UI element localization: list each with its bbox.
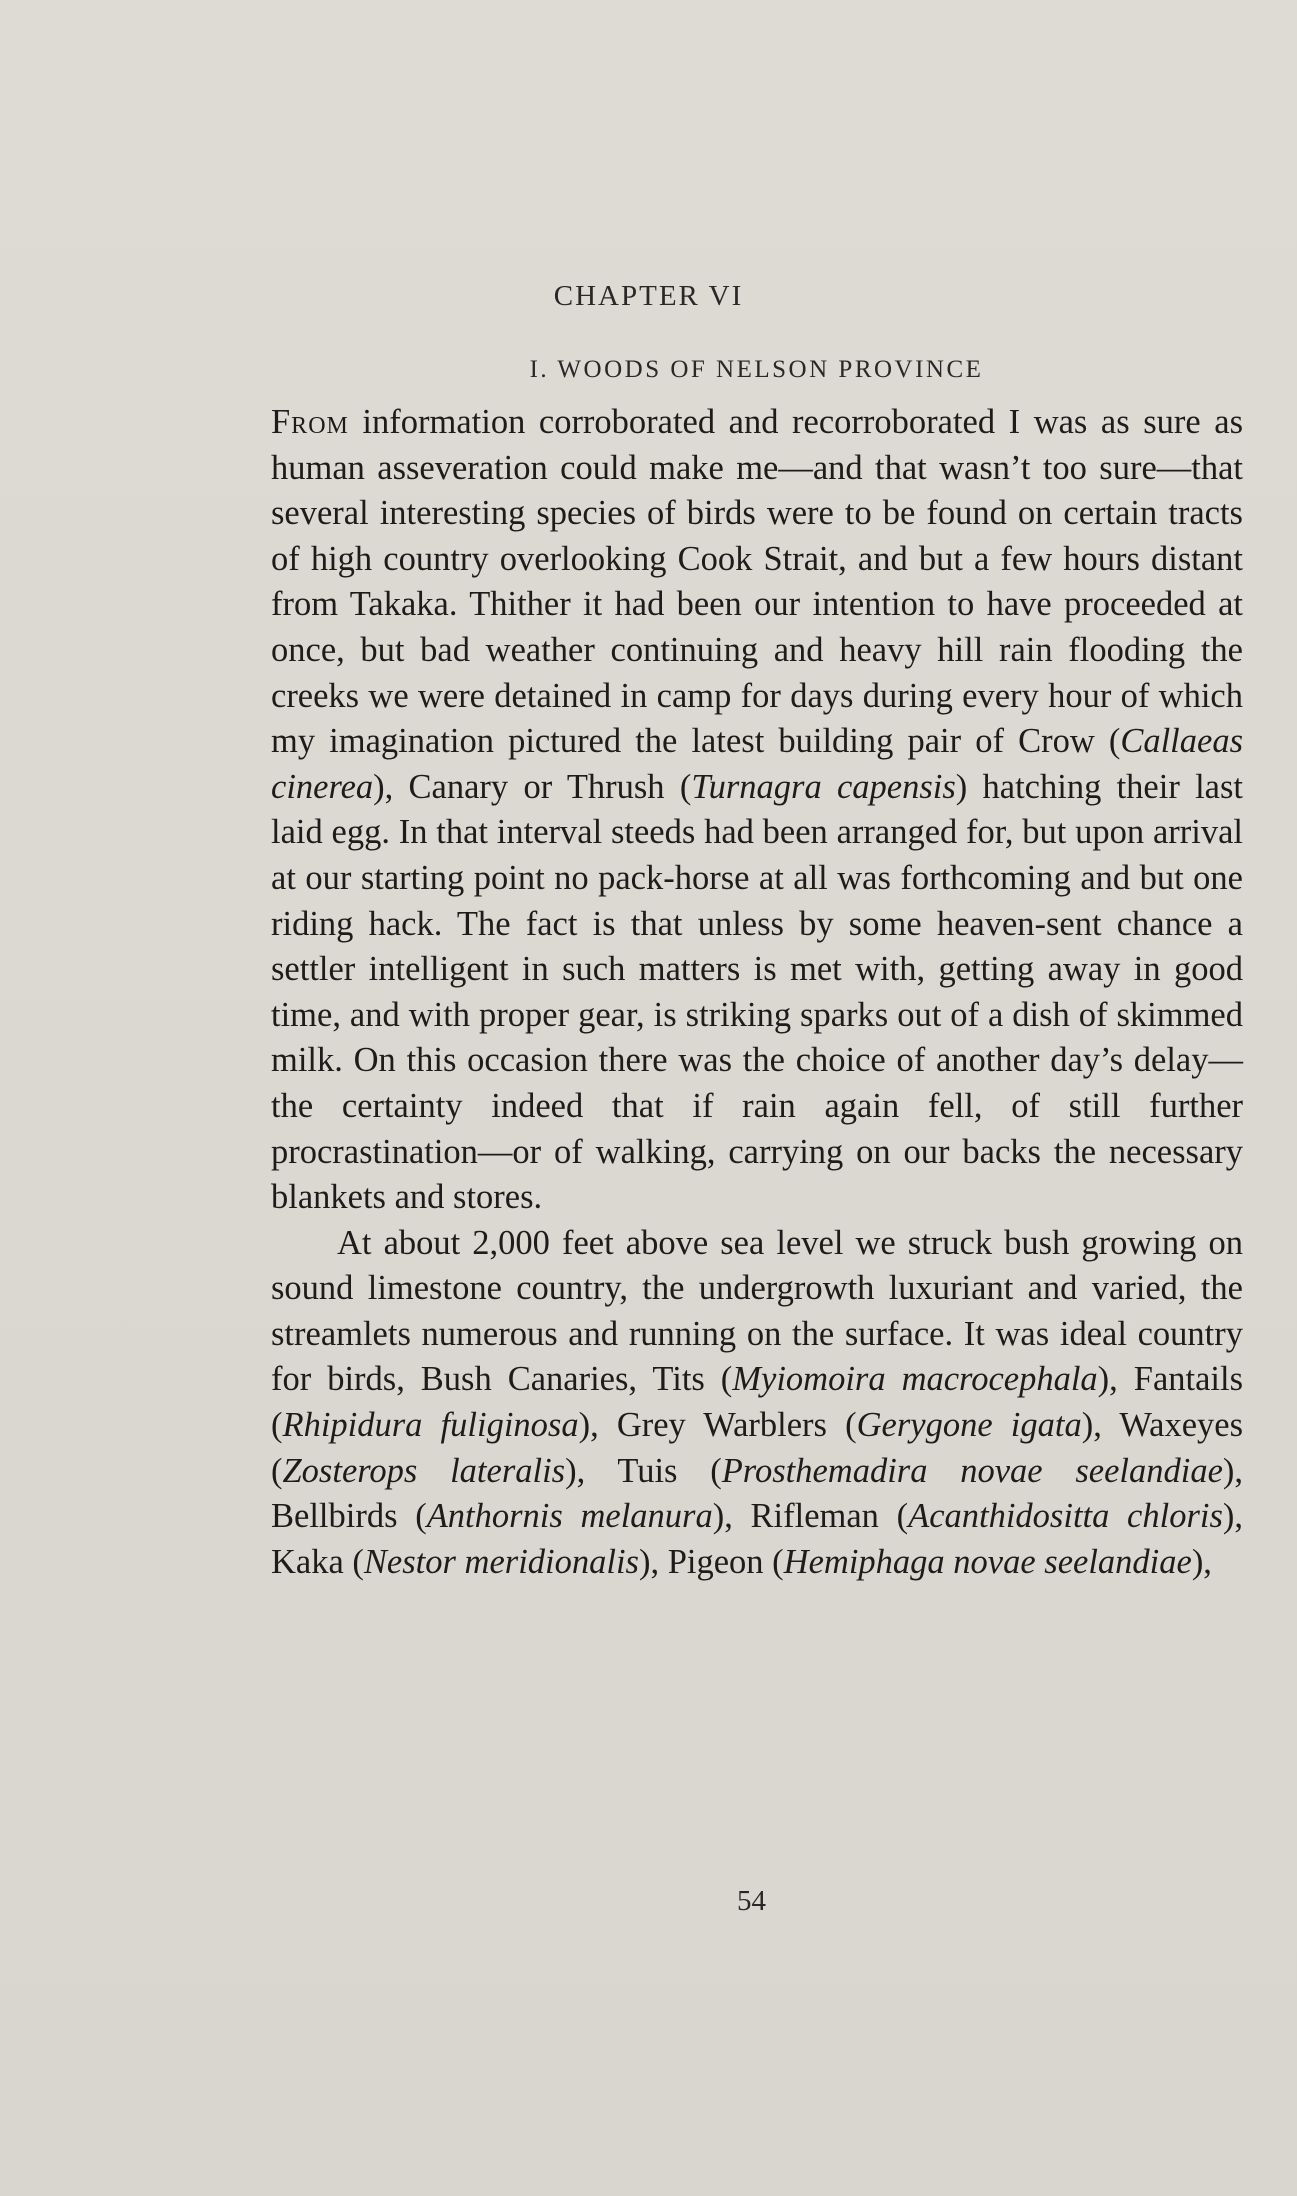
species-name: Rhipidura fuliginosa (282, 1406, 579, 1445)
paragraph-2: At about 2,000 feet above sea level we struck bush growing on sound limestone country, the undergrowth luxuriant and varied, the streamlets numerous and running on the surface. It was ideal country for birds, Bush Canaries, Tits (Myiomoira macrocephala), Fantails (Rhipidura fuliginosa), Grey Warblers (Gerygone igata), Waxeyes (Zosterops lateralis), Tuis (Prosthemadira novae seelandiae), Bellbirds (Anthornis melanura), Rifleman (Acanthidositta chloris), Kaka (Nestor meridionalis), Pigeon (Hemiphaga novae seelandiae), (271, 1223, 1244, 1581)
species-name: Turnagra capensis (691, 767, 956, 806)
body-text (271, 400, 1243, 1585)
section-heading: I. WOODS OF NELSON PROVINCE (529, 356, 984, 383)
species-name: Myiomoira macrocephala (732, 1360, 1098, 1399)
species-name: Nestor meridionalis (363, 1542, 639, 1581)
species-name: Prosthemadira novae seelandiae (721, 1451, 1223, 1490)
species-name: Gerygone igata (856, 1406, 1082, 1445)
opening-word: From (271, 403, 349, 441)
species-name: Callaeas cinerea (271, 722, 1243, 806)
species-name: Hemiphaga novae seelandiae (783, 1542, 1192, 1581)
species-name: Zosterops lateralis (282, 1451, 566, 1490)
species-name: Anthornis melanura (426, 1497, 713, 1536)
page-number: 54 (737, 1885, 766, 1917)
paragraph-1: From information corroborated and recorroborated I was as sure as human asseveration could make me—and that wasn’t too sure—that several interesting species of birds were to be found on certain tracts of high country overlooking Cook Strait, and but a few hours distant from Takaka. Thither it had been our intention to have proceeded at once, but bad weather continuing and heavy hill rain flooding the creeks we were detained in camp for days during every hour of which my imagination pictured the latest building pair of Crow (Callaeas cinerea), Canary or Thrush (Turnagra capensis) hatching their last laid egg. In that interval steeds had been arranged for, but upon arrival at our starting point no pack-horse at all was forthcoming and but one riding hack. The fact is that unless by some heaven-sent chance a settler intelligent in such matters is met with, getting away in good time, and with proper gear, is striking sparks out of a dish of skimmed milk. On this occasion there was the choice of another day’s delay—the certainty indeed that if rain again fell, of still further procrastination—or of walking, carrying on our backs the necessary blankets and stores. (271, 403, 1243, 1217)
species-name: Acanthidositta chloris (908, 1497, 1223, 1536)
chapter-heading: CHAPTER VI (553, 280, 744, 312)
